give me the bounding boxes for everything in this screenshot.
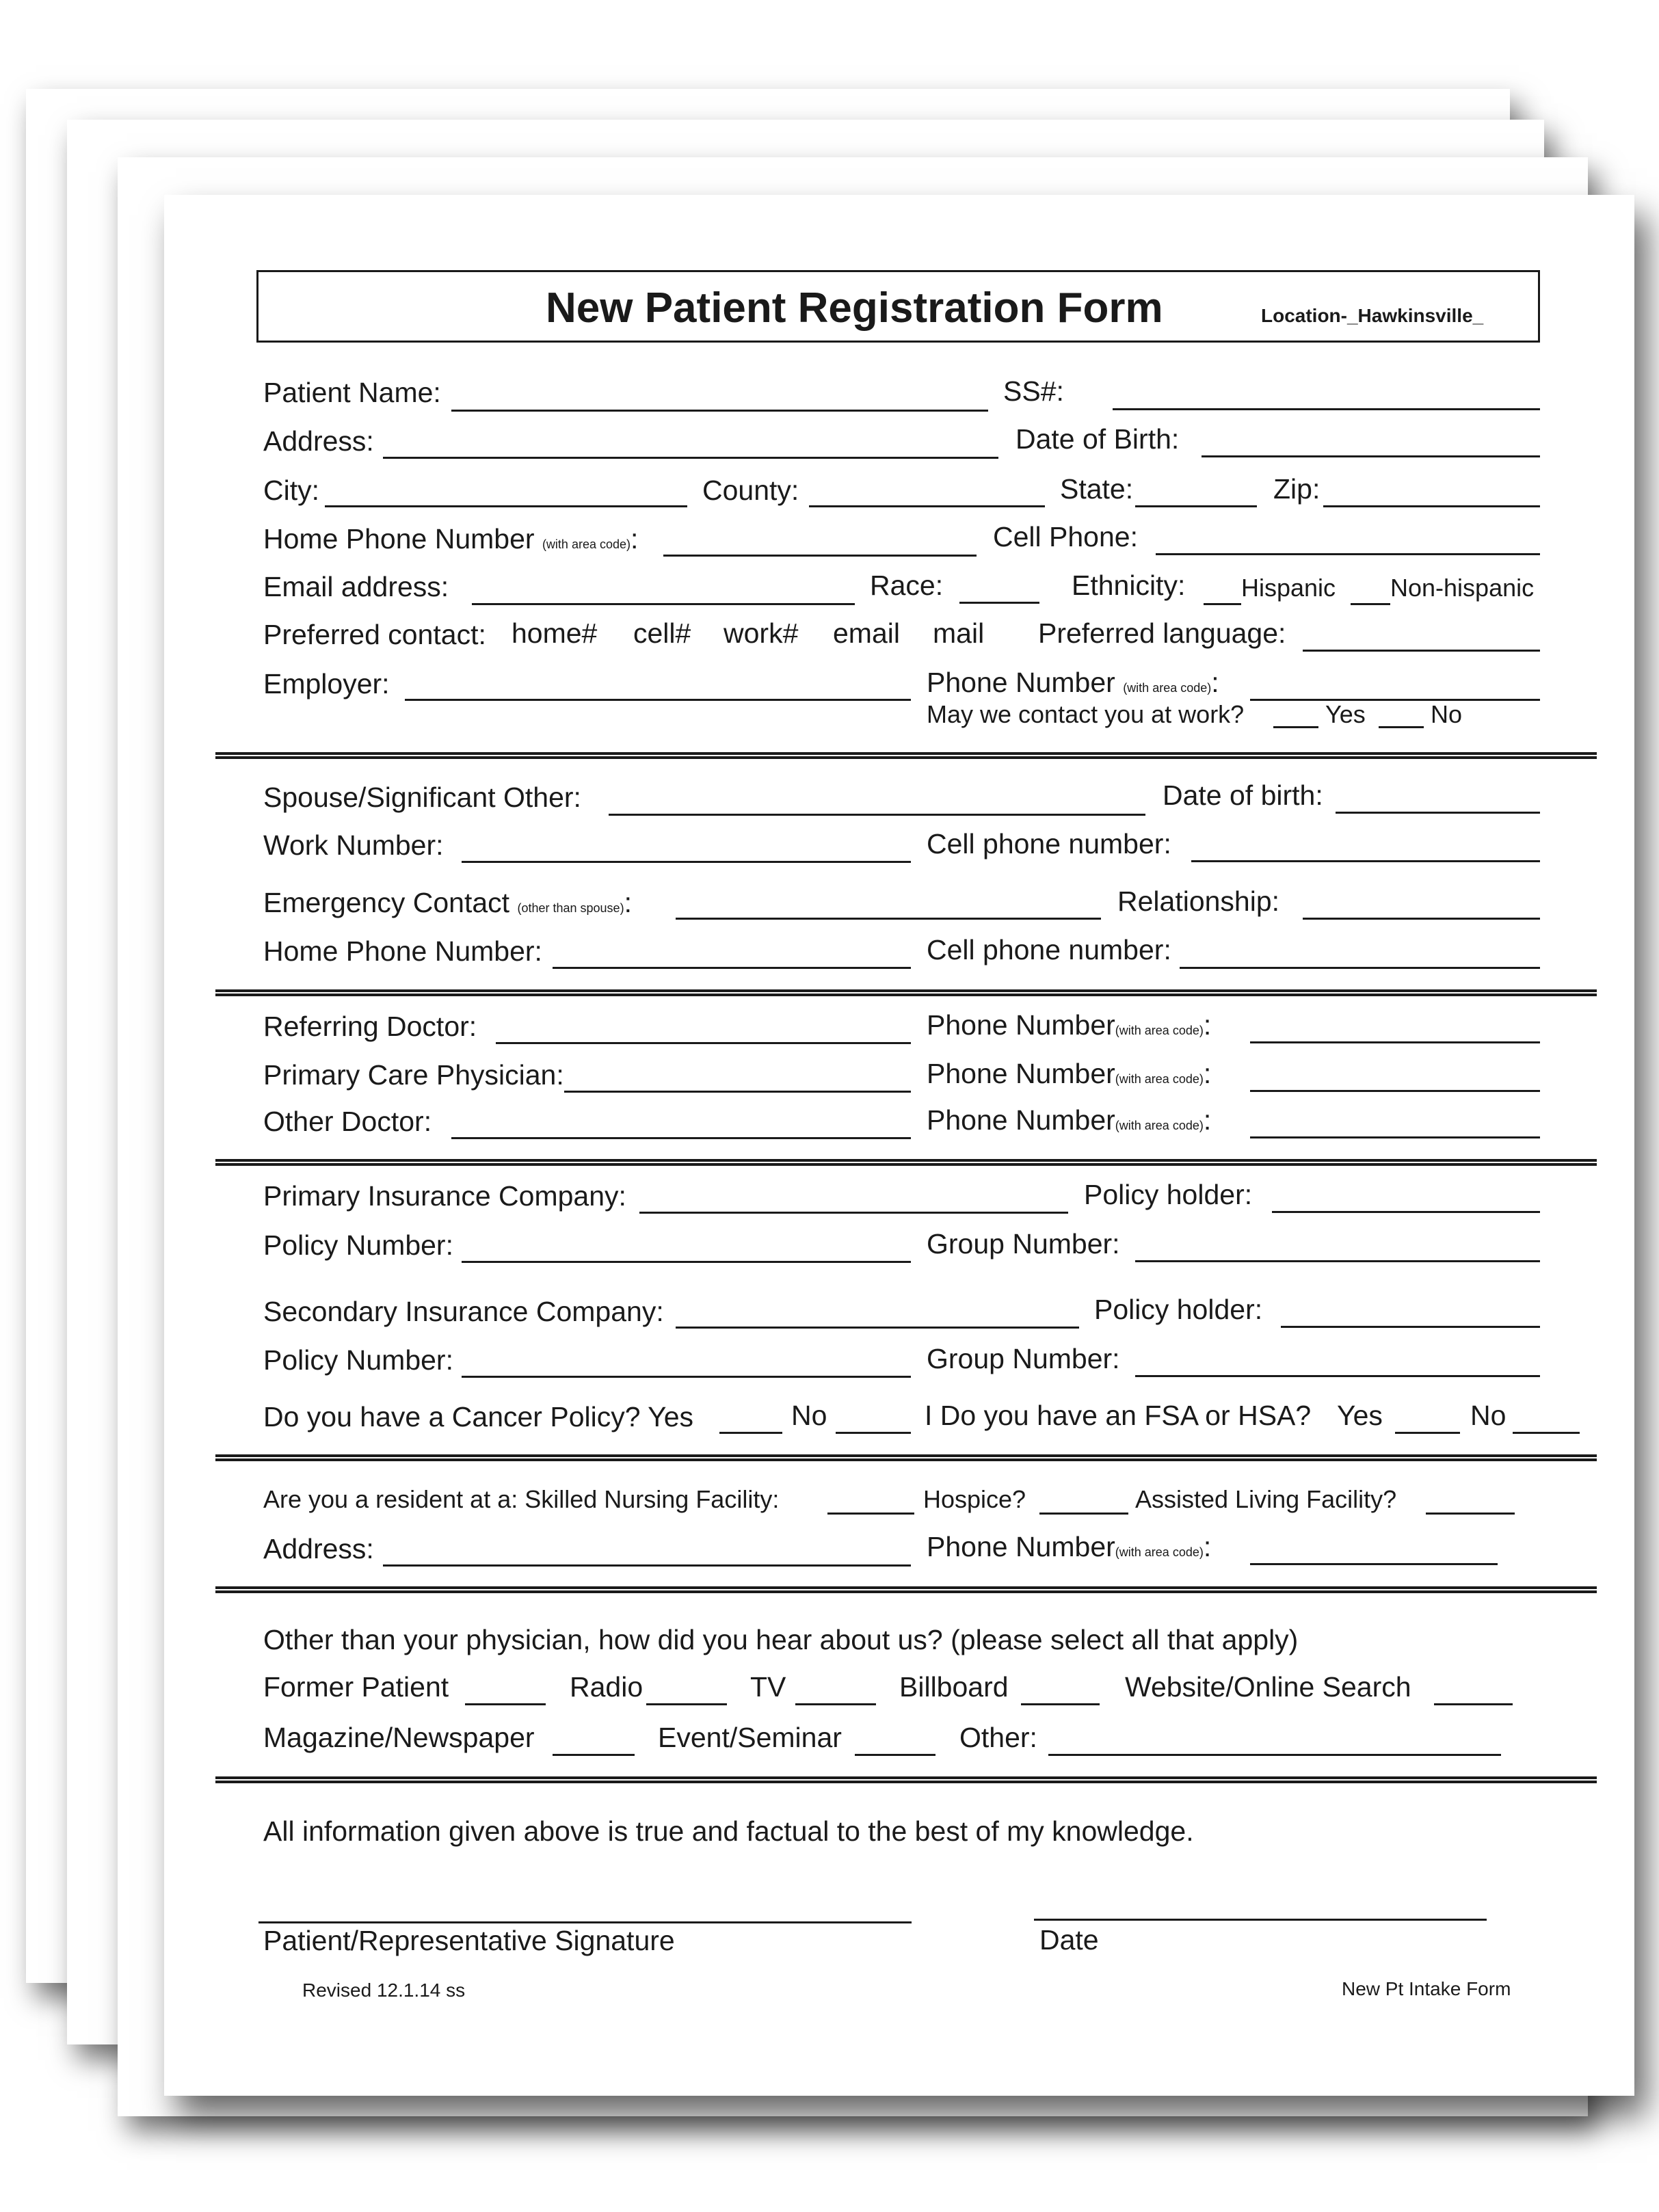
spouse-dob-label: Date of birth: xyxy=(1163,779,1323,811)
signature-date-field[interactable] xyxy=(1034,1889,1487,1921)
address-label: Address: xyxy=(263,425,374,457)
county-label: County: xyxy=(702,475,799,506)
billboard-box[interactable] xyxy=(1021,1673,1100,1705)
city-field[interactable] xyxy=(325,475,687,507)
secondary-policy-holder-field[interactable] xyxy=(1281,1296,1540,1328)
spouse-field[interactable] xyxy=(609,784,1145,816)
cancer-policy-label: Do you have a Cancer Policy? Yes xyxy=(263,1401,694,1433)
employer-phone-label: Phone Number (with area code): xyxy=(927,667,1219,698)
emergency-cell-field[interactable] xyxy=(1180,937,1540,969)
signature-field[interactable] xyxy=(258,1891,912,1923)
referring-doctor-field[interactable] xyxy=(496,1012,911,1044)
magazine-label: Magazine/Newspaper xyxy=(263,1722,535,1753)
spouse-cell-label: Cell phone number: xyxy=(927,828,1171,860)
home-phone-label: Home Phone Number (with area code): xyxy=(263,523,639,555)
emergency-contact-label: Emergency Contact (other than spouse): xyxy=(263,887,632,918)
section-divider xyxy=(215,752,1597,759)
hospice-box[interactable] xyxy=(1039,1482,1128,1515)
other-phone-field[interactable] xyxy=(1250,1106,1540,1138)
secondary-policy-number-label: Policy Number: xyxy=(263,1344,453,1376)
contact-option-mail[interactable]: mail xyxy=(933,617,985,649)
contact-option-work[interactable]: work# xyxy=(724,617,799,649)
dob-field[interactable] xyxy=(1202,425,1540,457)
referring-phone-label: Phone Number(with area code): xyxy=(927,1009,1212,1041)
residence-address-field[interactable] xyxy=(383,1534,911,1567)
spouse-label: Spouse/Significant Other: xyxy=(263,782,581,813)
non-hispanic-checkbox[interactable] xyxy=(1351,573,1390,605)
primary-group-number-field[interactable] xyxy=(1135,1230,1540,1262)
race-label: Race: xyxy=(870,570,944,601)
secondary-insurance-field[interactable] xyxy=(676,1296,1079,1329)
zip-field[interactable] xyxy=(1323,475,1540,507)
work-contact-yes-box[interactable] xyxy=(1273,696,1318,728)
area-code-note: (with area code) xyxy=(1115,1545,1204,1559)
other-doctor-field[interactable] xyxy=(451,1107,911,1139)
hospice-label: Hospice? xyxy=(923,1485,1026,1513)
assisted-living-box[interactable] xyxy=(1426,1482,1515,1515)
title-box xyxy=(256,270,1540,343)
ssn-label: SS#: xyxy=(1003,375,1064,407)
primary-policy-holder-field[interactable] xyxy=(1272,1181,1540,1213)
preferred-language-field[interactable] xyxy=(1303,619,1540,652)
relationship-label: Relationship: xyxy=(1117,885,1280,917)
patient-name-field[interactable] xyxy=(451,379,988,412)
fsa-no-label: No xyxy=(1470,1400,1507,1431)
primary-policy-holder-label: Policy holder: xyxy=(1084,1179,1253,1210)
cancer-policy-no-box[interactable] xyxy=(836,1402,911,1434)
area-code-note: (with area code) xyxy=(1115,1072,1204,1086)
attestation-statement: All information given above is true and factual to the best of my knowledge. xyxy=(263,1815,1194,1847)
employer-field[interactable] xyxy=(405,669,911,701)
preferred-contact-label: Preferred contact: xyxy=(263,619,486,650)
emergency-home-phone-field[interactable] xyxy=(553,937,911,969)
tv-label: TV xyxy=(750,1671,786,1703)
state-label: State: xyxy=(1060,473,1134,505)
other-doctor-label: Other Doctor: xyxy=(263,1106,432,1137)
referring-doctor-label: Referring Doctor: xyxy=(263,1011,477,1042)
emergency-contact-field[interactable] xyxy=(676,888,1101,920)
signature-label: Patient/Representative Signature xyxy=(263,1925,675,1956)
billboard-label: Billboard xyxy=(899,1671,1009,1703)
secondary-group-number-field[interactable] xyxy=(1135,1345,1540,1377)
work-number-label: Work Number: xyxy=(263,829,444,861)
radio-label: Radio xyxy=(570,1671,643,1703)
primary-policy-number-label: Policy Number: xyxy=(263,1229,453,1261)
primary-phone-field[interactable] xyxy=(1250,1060,1540,1092)
fsa-no-box[interactable] xyxy=(1513,1402,1580,1434)
form-title: New Patient Registration Form xyxy=(546,284,1163,332)
home-phone-field[interactable] xyxy=(663,524,977,557)
secondary-group-number-label: Group Number: xyxy=(927,1343,1120,1374)
tv-box[interactable] xyxy=(795,1673,876,1705)
resident-label: Are you a resident at a: Skilled Nursing Facility: xyxy=(263,1485,780,1513)
other-source-field[interactable] xyxy=(1048,1724,1501,1756)
contact-option-email[interactable]: email xyxy=(833,617,900,649)
location-label: Location-_Hawkinsville_ xyxy=(1261,305,1484,326)
area-code-note: (with area code) xyxy=(1123,681,1212,695)
work-number-field[interactable] xyxy=(462,831,911,863)
signature-date-label: Date xyxy=(1039,1924,1099,1956)
residence-address-label: Address: xyxy=(263,1533,374,1564)
former-patient-box[interactable] xyxy=(465,1673,546,1705)
section-divider xyxy=(215,1159,1597,1166)
secondary-policy-number-field[interactable] xyxy=(462,1346,911,1378)
work-contact-no: No xyxy=(1431,700,1463,728)
fsa-yes-label: Yes xyxy=(1337,1400,1383,1431)
cancer-policy-yes-box[interactable] xyxy=(719,1402,782,1434)
emergency-home-phone-label: Home Phone Number: xyxy=(263,935,542,967)
nursing-facility-box[interactable] xyxy=(827,1482,914,1515)
assisted-living-label: Assisted Living Facility? xyxy=(1135,1485,1397,1513)
primary-policy-number-field[interactable] xyxy=(462,1231,911,1263)
state-field[interactable] xyxy=(1135,475,1257,507)
preferred-language-label: Preferred language: xyxy=(1038,617,1286,649)
dob-label: Date of Birth: xyxy=(1016,423,1180,455)
spouse-dob-field[interactable] xyxy=(1336,782,1540,814)
non-hispanic-option: Non-hispanic xyxy=(1390,574,1535,602)
section-divider xyxy=(215,1586,1597,1593)
primary-insurance-field[interactable] xyxy=(639,1182,1068,1214)
area-code-note: (with area code) xyxy=(542,537,631,551)
section-divider xyxy=(215,1776,1597,1783)
email-label: Email address: xyxy=(263,571,449,602)
secondary-policy-holder-label: Policy holder: xyxy=(1094,1294,1263,1325)
relationship-field[interactable] xyxy=(1303,888,1540,920)
event-box[interactable] xyxy=(855,1724,935,1756)
section-divider xyxy=(215,989,1597,996)
website-box[interactable] xyxy=(1434,1673,1513,1705)
spouse-cell-field[interactable] xyxy=(1191,830,1540,862)
work-contact-yes: Yes xyxy=(1325,700,1366,728)
other-source-label: Other: xyxy=(959,1722,1037,1753)
race-field[interactable] xyxy=(959,572,1039,604)
area-code-note: (with area code) xyxy=(1115,1119,1204,1132)
primary-physician-label: Primary Care Physician: xyxy=(263,1059,564,1091)
contact-at-work-label: May we contact you at work? xyxy=(927,700,1245,728)
referring-phone-field[interactable] xyxy=(1250,1011,1540,1043)
form-name-footer: New Pt Intake Form xyxy=(1342,1978,1511,1999)
patient-name-label: Patient Name: xyxy=(263,377,441,408)
contact-option-cell[interactable]: cell# xyxy=(633,617,691,649)
radio-box[interactable] xyxy=(646,1673,727,1705)
emergency-cell-label: Cell phone number: xyxy=(927,934,1171,965)
cancer-policy-no-label: No xyxy=(791,1400,827,1431)
event-label: Event/Seminar xyxy=(658,1722,842,1753)
other-than-spouse-note: (other than spouse) xyxy=(517,901,624,915)
fsa-hsa-label: I Do you have an FSA or HSA? xyxy=(925,1400,1312,1431)
other-phone-label: Phone Number(with area code): xyxy=(927,1104,1212,1136)
zip-label: Zip: xyxy=(1273,473,1320,505)
ssn-field[interactable] xyxy=(1113,378,1540,410)
section-divider xyxy=(215,1454,1597,1461)
former-patient-label: Former Patient xyxy=(263,1671,449,1703)
employer-label: Employer: xyxy=(263,668,390,699)
email-field[interactable] xyxy=(472,573,855,605)
primary-group-number-label: Group Number: xyxy=(927,1228,1120,1260)
primary-phone-label: Phone Number(with area code): xyxy=(927,1058,1212,1089)
magazine-box[interactable] xyxy=(553,1724,635,1756)
ethnicity-label: Ethnicity: xyxy=(1072,570,1186,601)
referral-question: Other than your physician, how did you hear about us? (please select all that apply) xyxy=(263,1624,1299,1655)
hispanic-checkbox[interactable] xyxy=(1204,573,1241,605)
primary-physician-field[interactable] xyxy=(564,1061,911,1093)
primary-insurance-label: Primary Insurance Company: xyxy=(263,1180,626,1212)
residence-phone-field[interactable] xyxy=(1250,1533,1498,1565)
area-code-note: (with area code) xyxy=(1115,1024,1204,1037)
contact-option-home[interactable]: home# xyxy=(512,617,598,649)
cell-phone-field[interactable] xyxy=(1156,523,1540,555)
residence-phone-label: Phone Number(with area code): xyxy=(927,1531,1212,1562)
website-label: Website/Online Search xyxy=(1125,1671,1411,1703)
work-contact-no-box[interactable] xyxy=(1379,696,1424,728)
address-field[interactable] xyxy=(383,427,998,459)
cell-phone-label: Cell Phone: xyxy=(993,521,1138,552)
fsa-yes-box[interactable] xyxy=(1395,1402,1460,1434)
secondary-insurance-label: Secondary Insurance Company: xyxy=(263,1296,664,1327)
county-field[interactable] xyxy=(809,475,1045,507)
revised-note: Revised 12.1.14 ss xyxy=(302,1980,466,2001)
city-label: City: xyxy=(263,475,319,506)
hispanic-option: Hispanic xyxy=(1241,574,1336,602)
